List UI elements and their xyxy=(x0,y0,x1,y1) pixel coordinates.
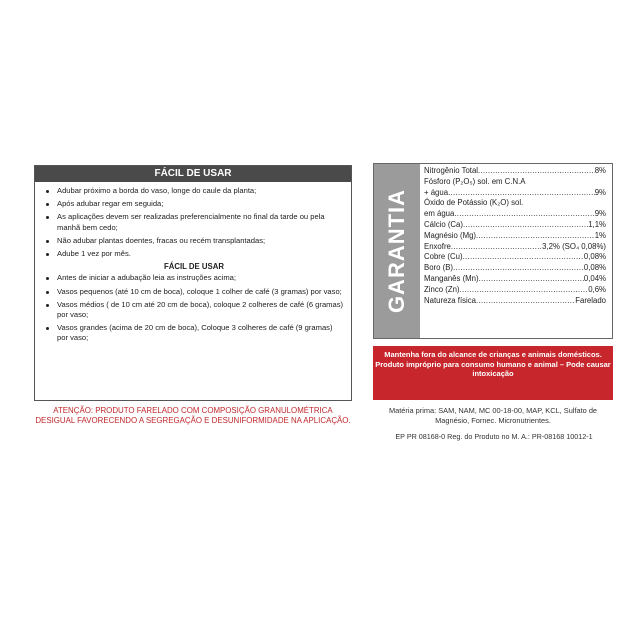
usage-bullet: Adubar próximo a borda do vaso, longe do caule da planta; xyxy=(43,186,345,196)
nutrient-row: Nitrogênio Total ..... 8% xyxy=(424,166,606,177)
dosage-bullet: Vasos pequenos (até 10 cm de boca), coloque 1 colher de café (3 gramas) por vaso; xyxy=(43,287,345,297)
nutrient-row: Manganês (Mn) ..... 0,04% xyxy=(424,274,606,285)
usage-bullet: Após adubar regar em seguida; xyxy=(43,199,345,209)
raw-material-text: Matéria prima: SAM, NAM, MC 00-18-00, MAP, KCL, Sulfato de Magnésio, Fornec. Micronutrientes. xyxy=(388,406,598,425)
nutrient-row: Cobre (Cu) ..... 0,08% xyxy=(424,252,606,263)
not-for-consumption-text: Produto impróprio para consumo humano e animal – Pode causar intoxicação xyxy=(375,359,611,379)
guarantee-panel xyxy=(373,163,613,339)
nutrient-row: Enxofre ..... 3,2% (SO₄ 0,08%) xyxy=(424,242,606,253)
registration-text: EP PR 08168-0 Reg. do Produto no M. A.: PR-08168 10012-1 xyxy=(395,432,593,441)
guarantee-label: GARANTIA xyxy=(384,188,409,314)
usage-bullet: As aplicações devem ser realizadas preferencialmente no final da tarde ou pela manhã bem cedo; xyxy=(43,212,345,232)
nutrient-row: em água ..... 9% xyxy=(424,209,606,220)
nutrient-row: Natureza física ..... Farelado xyxy=(424,296,606,307)
nutrient-row: Fósforo (P₂O₅) sol. em C.N.A xyxy=(424,176,526,186)
safety-warning-box xyxy=(373,346,613,400)
segregation-warning: ATENÇÃO: PRODUTO FARELADO COM COMPOSIÇÃO GRANULOMÉTRICA DESIGUAL FAVORECENDO A SEGREGAÇÃO E DESUNIFORMIDADE NA APLICAÇÃO. xyxy=(35,406,351,425)
dosage-subtitle: FÁCIL DE USAR xyxy=(163,262,225,272)
guarantee-side-bar xyxy=(374,164,420,338)
nutrient-row: Óxido de Potássio (K₂O) sol. xyxy=(424,198,524,208)
keep-away-text: Mantenha fora do alcance de crianças e animais domésticos. xyxy=(384,350,602,359)
usage-bullet: Adube 1 vez por mês. xyxy=(43,249,345,259)
usage-bullet: Não adubar plantas doentes, fracas ou recém transplantadas; xyxy=(43,236,345,246)
usage-body xyxy=(35,182,351,344)
nutrient-row: + água ..... 9% xyxy=(424,188,606,199)
nutrient-row: Magnésio (Mg) ..... 1% xyxy=(424,231,606,242)
usage-header: FÁCIL DE USAR xyxy=(35,166,351,182)
nutrient-row: Zinco (Zn) ..... 0,6% xyxy=(424,285,606,296)
nutrient-table xyxy=(424,166,606,306)
dosage-bullet: Vasos grandes (acima de 20 cm de boca), Coloque 3 colheres de café (9 gramas) por vaso; xyxy=(43,323,345,343)
dosage-bullet: Vasos médios ( de 10 cm até 20 cm de boca), coloque 2 colheres de café (6 gramas) por vaso; xyxy=(43,300,345,320)
nutrient-row: Boro (B) ..... 0,08% xyxy=(424,263,606,274)
usage-panel xyxy=(34,165,352,401)
nutrient-row: Cálcio (Ca) ..... 1,1% xyxy=(424,220,606,231)
dosage-bullet: Antes de iniciar a adubação leia as instruções acima; xyxy=(43,273,345,283)
